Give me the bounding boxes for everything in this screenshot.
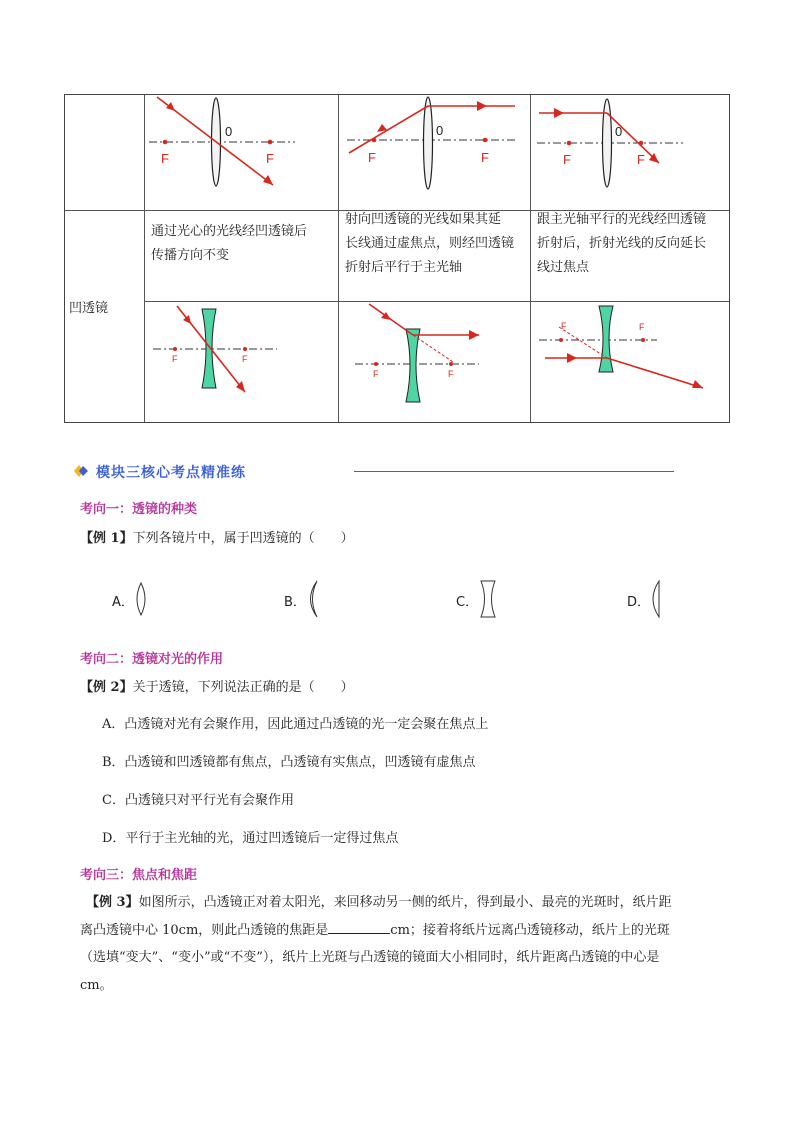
example-3-line-4: cm。 <box>80 978 113 993</box>
rule-line: 长线通过虚焦点，则经凹透镜 <box>345 236 515 251</box>
module-heading <box>74 460 604 482</box>
example-3-line-3: （选填“变大”、“变小”或“不变”），纸片上光斑与凸透镜的镜面大小相同时，纸片距离凸透镜的中心是 <box>80 950 660 965</box>
optical-center-label: 0 <box>615 124 623 139</box>
focus-label: F <box>266 151 274 166</box>
choice-d[interactable]: D．平行于主光轴的光，通过凹透镜后一定得过焦点 <box>102 831 399 846</box>
concave-rule-parallel-text <box>537 208 706 280</box>
optical-center-label: 0 <box>225 124 233 139</box>
concave-parallel-ray-diagram <box>531 302 731 422</box>
example-3-line-1 <box>86 891 672 910</box>
choice-b[interactable]: B．凸透镜和凹透镜都有焦点，凸透镜有实焦点，凹透镜有虚焦点 <box>102 755 476 770</box>
question-text: 离凸透镜中心 10cm，则此凸透镜的焦距是 <box>80 923 329 938</box>
convex-parallel-ray-diagram <box>531 95 731 210</box>
concave-lens-label: 凹透镜 <box>69 301 109 316</box>
focus-label: F <box>637 152 645 167</box>
concave-rule-virtual-focus-text <box>345 208 514 280</box>
focus-label: F <box>561 321 567 331</box>
question-text: cm；接着将纸片远离凸透镜移动，纸片上的光斑 <box>390 923 670 938</box>
example-tag: 【例 1】 <box>80 531 133 546</box>
choice-a[interactable]: A．凸透镜对光有会聚作用，因此通过凸透镜的光一定会聚在焦点上 <box>102 717 489 732</box>
rule-line: 线过焦点 <box>537 260 590 275</box>
focus-label: F <box>161 151 169 166</box>
focus-label: F <box>481 150 489 165</box>
module-title: 模块三核心考点精准练 <box>96 465 246 481</box>
question-text: 关于透镜，下列说法正确的是（ ） <box>132 680 354 695</box>
option-a-label[interactable]: A． <box>112 595 134 610</box>
rule-line: 射向凹透镜的光线如果其延 <box>345 212 502 227</box>
example-1-question <box>80 527 354 546</box>
option-b-meniscus-lens-icon[interactable] <box>303 580 321 618</box>
concave-virtual-focus-diagram <box>339 302 530 422</box>
question-text: 如图所示，凸透镜正对着太阳光，来回移动另一侧的纸片，得到最小、最亮的光斑时，纸片距 <box>138 895 672 910</box>
example-2-question <box>80 676 354 695</box>
rule-line: 跟主光轴平行的光线经凹透镜 <box>537 212 707 227</box>
section-title-focal-length: 考向三：焦点和焦距 <box>80 868 198 883</box>
rule-line: 折射后平行于主光轴 <box>345 260 463 275</box>
diamond-bullet-icon <box>74 465 88 477</box>
option-d-plano-convex-lens-icon[interactable] <box>647 580 663 618</box>
optical-center-label: 0 <box>436 123 444 138</box>
option-c-biconcave-lens-icon[interactable] <box>478 580 498 618</box>
option-b-label[interactable]: B． <box>284 595 306 610</box>
example-tag: 【例 3】 <box>86 895 139 910</box>
heading-rule <box>354 471 674 472</box>
section-title-lens-types: 考向一：透镜的种类 <box>80 502 198 517</box>
example-3-line-2 <box>80 919 670 938</box>
convex-center-ray-diagram <box>145 95 338 210</box>
focus-label: F <box>172 354 178 364</box>
concave-rule-center-text <box>151 220 307 268</box>
rule-line: 通过光心的光线经凹透镜后 <box>151 224 308 239</box>
option-a-biconvex-lens-icon[interactable] <box>134 582 148 616</box>
focus-label: F <box>368 150 376 165</box>
rule-line: 传播方向不变 <box>151 248 230 263</box>
example-tag: 【例 2】 <box>80 680 133 695</box>
option-c-label[interactable]: C． <box>456 595 479 610</box>
answer-blank-focal-length[interactable] <box>328 922 390 934</box>
convex-focus-ray-diagram <box>339 95 530 210</box>
choice-c[interactable]: C．凸透镜只对平行光有会聚作用 <box>102 793 294 808</box>
lens-rules-table <box>64 94 730 423</box>
option-d-label[interactable]: D． <box>627 595 651 610</box>
question-text: 下列各镜片中，属于凹透镜的（ ） <box>132 531 354 546</box>
focus-label: F <box>242 354 248 364</box>
concave-center-ray-diagram <box>145 302 338 422</box>
focus-label: F <box>563 152 571 167</box>
focus-label: F <box>448 369 454 379</box>
section-title-lens-effect: 考向二：透镜对光的作用 <box>80 652 224 667</box>
focus-label: F <box>373 369 379 379</box>
rule-line: 折射后，折射光线的反向延长 <box>537 236 707 251</box>
focus-label: F <box>639 322 645 332</box>
